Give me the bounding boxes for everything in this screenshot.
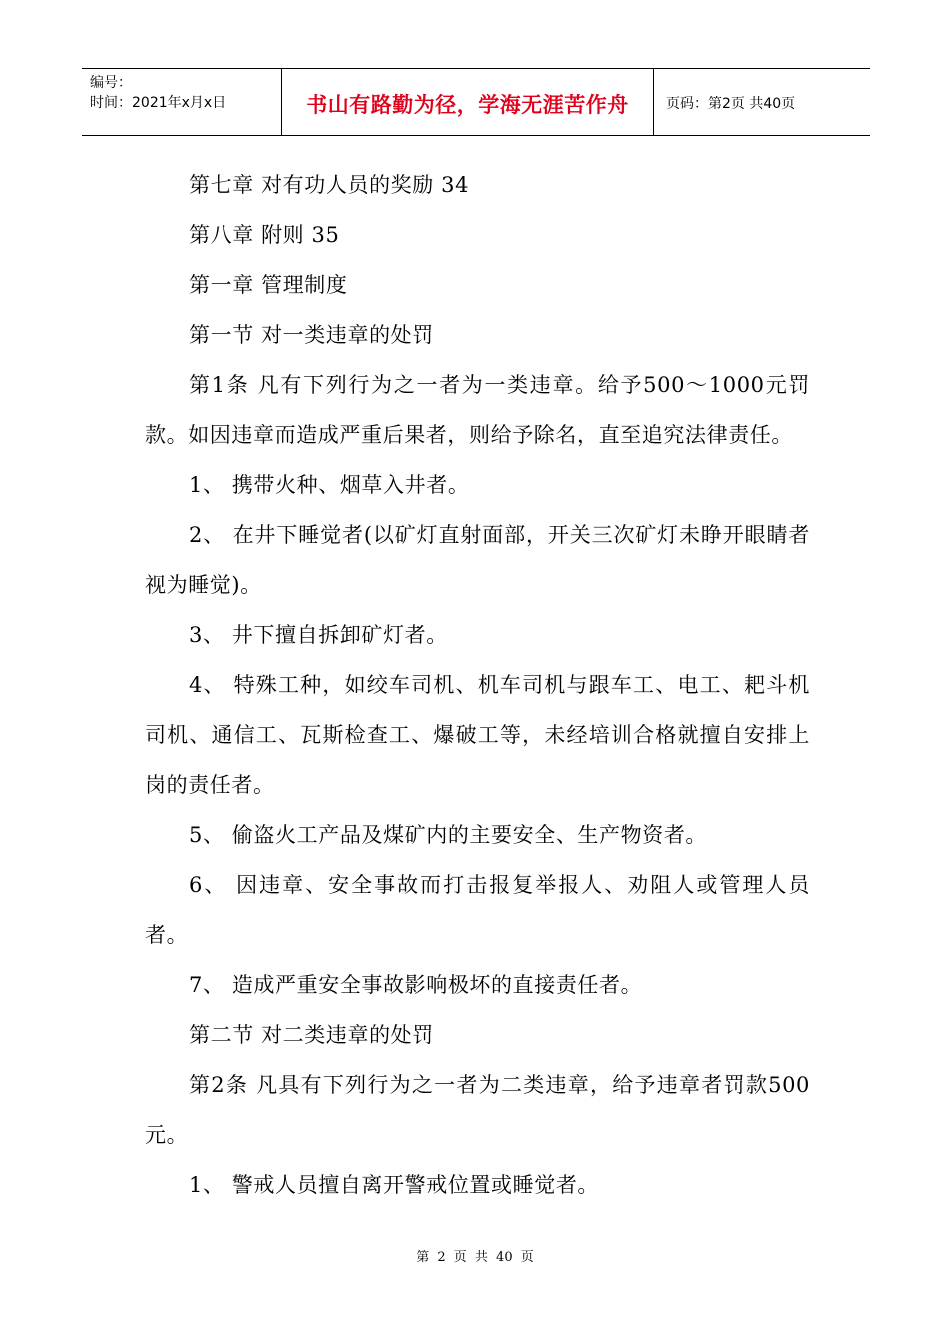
document-body xyxy=(145,160,810,1210)
page-footer: 第 2 页 共 40 页 xyxy=(416,1250,534,1265)
header-meta xyxy=(82,69,282,135)
document-time-label: 时间：2021年x月x日 xyxy=(90,95,227,111)
list-item: 7、 造成严重安全事故影响极坏的直接责任者。 xyxy=(189,973,643,997)
article-paragraph: 第2条 凡具有下列行为之一者为二类违章，给予违章者罚款500元。 xyxy=(145,1073,810,1147)
section-heading: 第二节 对二类违章的处罚 xyxy=(189,1023,434,1047)
list-item: 6、 因违章、安全事故而打击报复举报人、劝阻人或管理人员者。 xyxy=(145,873,810,947)
document-number-label: 编号： xyxy=(90,75,132,91)
article-paragraph: 第1条 凡有下列行为之一者为一类违章。给予500～1000元罚款。如因违章而造成严重后果者，则给予除名，直至追究法律责任。 xyxy=(145,373,810,447)
header-motto: 书山有路勤为径，学海无涯苦作舟 xyxy=(306,93,629,117)
list-item: 5、 偷盗火工产品及煤矿内的主要安全、生产物资者。 xyxy=(189,823,708,847)
list-item: 2、 在井下睡觉者(以矿灯直射面部，开关三次矿灯未睁开眼睛者视为睡觉)。 xyxy=(145,523,810,597)
section-heading: 第一节 对一类违章的处罚 xyxy=(189,323,434,347)
header-page-info: 页码：第2页 共40页 xyxy=(666,96,796,112)
chapter-heading: 第一章 管理制度 xyxy=(189,273,348,297)
toc-entry-chapter-7: 第七章 对有功人员的奖励 34 xyxy=(189,173,470,197)
header-motto-cell xyxy=(282,69,654,135)
list-item: 3、 井下擅自拆卸矿灯者。 xyxy=(189,623,448,647)
toc-entry-chapter-8: 第八章 附则 35 xyxy=(189,223,340,247)
list-item: 4、 特殊工种，如绞车司机、机车司机与跟车工、电工、耙斗机司机、通信工、瓦斯检查工、爆破工等，未经培训合格就擅自安排上岗的责任者。 xyxy=(145,673,810,797)
page-header xyxy=(82,68,870,136)
list-item: 1、 警戒人员擅自离开警戒位置或睡觉者。 xyxy=(189,1173,600,1197)
list-item: 1、 携带火种、烟草入井者。 xyxy=(189,473,470,497)
